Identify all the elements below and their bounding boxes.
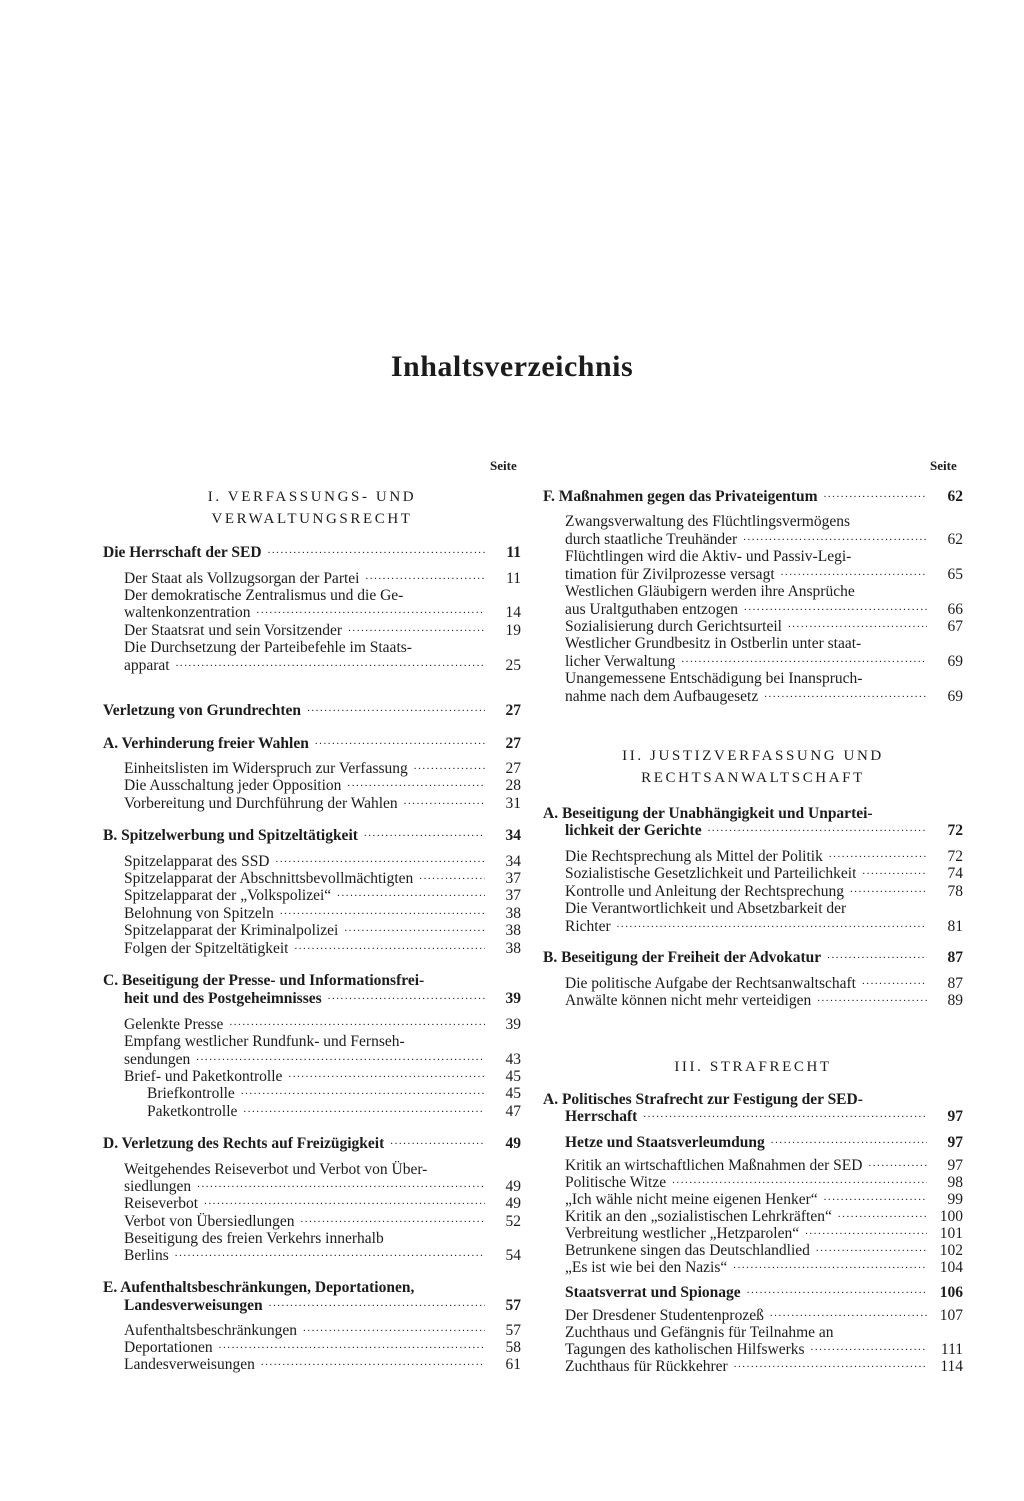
toc-entry[interactable]: A. Verhinderung freier Wahlen . . . 27 (103, 735, 521, 753)
section-heading: VERWALTUNGSRECHT (211, 511, 413, 527)
toc-entry-line: Zwangsverwaltung des Flüchtlingsvermögens (565, 513, 850, 530)
toc-entry-line: Weitgehendes Reiseverbot und Verbot von Über- (124, 1161, 428, 1178)
toc-entry[interactable]: Folgen der Spitzeltätigkeit . . . 38 (124, 940, 521, 958)
toc-entry[interactable]: Herrschaft . . . 97 (565, 1108, 963, 1126)
toc-entry[interactable]: Zuchthaus für Rückkehrer . . . 114 (565, 1358, 963, 1376)
toc-entry[interactable]: nahme nach dem Aufbaugesetz . . . 69 (565, 688, 963, 706)
toc-entry[interactable]: Der Dresdener Studentenprozeß . . . 107 (565, 1307, 963, 1325)
toc-entry[interactable]: Briefkontrolle . . . 45 (147, 1085, 521, 1103)
toc-entry[interactable]: „Es ist wie bei den Nazis“ . . . 104 (565, 1259, 963, 1277)
toc-entry[interactable]: Spitzelapparat des SSD . . . 34 (124, 853, 521, 871)
toc-entry[interactable]: Kritik an den „sozialistischen Lehrkräften“ . . . 100 (565, 1208, 963, 1226)
toc-entry-line: Beseitigung des freien Verkehrs innerhalb (124, 1230, 384, 1247)
toc-entry[interactable]: Anwälte können nicht mehr verteidigen . . . 89 (565, 992, 963, 1010)
toc-entry[interactable]: heit und des Postgeheimnisses . . . 39 (124, 990, 521, 1008)
toc-entry[interactable]: siedlungen . . . 49 (124, 1178, 521, 1196)
toc-entry[interactable]: Die politische Aufgabe der Rechtsanwaltschaft . . . 87 (565, 975, 963, 993)
toc-entry[interactable]: Verbreitung westlicher „Hetzparolen“ . . . 101 (565, 1225, 963, 1243)
toc-entry[interactable]: Gelenkte Presse . . . 39 (124, 1016, 521, 1034)
toc-entry[interactable]: Sozialistische Gesetzlichkeit und Parteilichkeit . . . 74 (565, 865, 963, 883)
page-column-label: Seite (930, 458, 957, 473)
toc-entry[interactable]: Landesverweisungen . . . 57 (124, 1297, 521, 1315)
toc-entry[interactable]: Der Staat als Vollzugsorgan der Partei . . . 11 (124, 570, 521, 588)
toc-entry[interactable]: licher Verwaltung . . . 69 (565, 653, 963, 671)
toc-entry-line: A. Beseitigung der Unabhängigkeit und Unpartei- (543, 805, 873, 822)
toc-entry[interactable]: waltenkonzentration . . . 14 (124, 604, 521, 622)
toc-entry-line: Westlichen Gläubigern werden ihre Ansprüche (565, 583, 855, 600)
toc-entry[interactable]: Paketkontrolle . . . 47 (147, 1103, 521, 1121)
section-heading: RECHTSANWALTSCHAFT (641, 770, 865, 786)
toc-entry[interactable]: Reiseverbot . . . 49 (124, 1195, 521, 1213)
toc-entry-line: Zuchthaus und Gefängnis für Teilnahme an (565, 1324, 834, 1341)
toc-entry[interactable]: B. Beseitigung der Freiheit der Advokatur . . . 87 (543, 949, 963, 967)
toc-entry[interactable]: Spitzelapparat der Abschnittsbevollmächtigten . . . 37 (124, 870, 521, 888)
toc-entry[interactable]: Hetze und Staatsverleumdung . . . 97 (565, 1134, 963, 1152)
toc-entry-line: Unangemessene Entschädigung bei Inanspruch- (565, 670, 863, 687)
toc-entry[interactable]: Landesverweisungen . . . 61 (124, 1356, 521, 1374)
toc-entry[interactable]: aus Uraltguthaben entzogen . . . 66 (565, 601, 963, 619)
toc-entry[interactable]: Sozialisierung durch Gerichtsurteil . . . 67 (565, 618, 963, 636)
toc-entry[interactable]: Kritik an wirtschaftlichen Maßnahmen der SED . . . 97 (565, 1157, 963, 1175)
toc-entry-line: A. Politisches Strafrecht zur Festigung der SED- (543, 1091, 863, 1108)
toc-left-column (103, 0, 521, 1501)
toc-entry[interactable]: „Ich wähle nicht meine eigenen Henker“ . . . 99 (565, 1191, 963, 1209)
toc-entry[interactable]: B. Spitzelwerbung und Spitzeltätigkeit . . . 34 (103, 827, 521, 845)
toc-entry[interactable]: Tagungen des katholischen Hilfswerks . . . 111 (565, 1341, 963, 1359)
toc-entry[interactable]: F. Maßnahmen gegen das Privateigentum . . . 62 (543, 488, 963, 506)
toc-entry[interactable]: Politische Witze . . . 98 (565, 1174, 963, 1192)
section-heading: I. VERFASSUNGS- UND (207, 489, 417, 505)
toc-entry[interactable]: sendungen . . . 43 (124, 1051, 521, 1069)
toc-entry[interactable]: timation für Zivilprozesse versagt . . . 65 (565, 566, 963, 584)
toc-entry-line: Die Verantwortlichkeit und Absetzbarkeit der (565, 900, 847, 917)
section-heading: II. JUSTIZVERFASSUNG UND (622, 748, 884, 764)
toc-entry[interactable]: Brief- und Paketkontrolle . . . 45 (124, 1068, 521, 1086)
toc-entry[interactable]: apparat . . . 25 (124, 657, 521, 675)
toc-entry[interactable]: Spitzelapparat der „Volkspolizei“ . . . 37 (124, 887, 521, 905)
toc-entry[interactable]: Betrunkene singen das Deutschlandlied . . . 102 (565, 1242, 963, 1260)
toc-right-column (543, 0, 963, 1501)
toc-entry[interactable]: Deportationen . . . 58 (124, 1339, 521, 1357)
toc-entry[interactable]: Spitzelapparat der Kriminalpolizei . . . 38 (124, 922, 521, 940)
toc-entry[interactable]: Einheitslisten im Widerspruch zur Verfassung . . . 27 (124, 760, 521, 778)
toc-entry[interactable]: Verbot von Übersiedlungen . . . 52 (124, 1213, 521, 1231)
toc-entry[interactable]: Staatsverrat und Spionage . . . 106 (565, 1284, 963, 1302)
toc-entry[interactable]: Aufenthaltsbeschränkungen . . . 57 (124, 1322, 521, 1340)
toc-entry-line: Flüchtlingen wird die Aktiv- und Passiv-Legi- (565, 548, 852, 565)
toc-entry[interactable]: Der Staatsrat und sein Vorsitzender . . . 19 (124, 622, 521, 640)
section-heading: III. STRAFRECHT (674, 1059, 832, 1075)
page-title: Inhaltsverzeichnis (390, 350, 634, 383)
toc-entry[interactable]: Die Ausschaltung jeder Opposition . . . 28 (124, 777, 521, 795)
toc-entry[interactable]: Die Herrschaft der SED . . . 11 (103, 544, 521, 562)
toc-entry-line: Westlicher Grundbesitz in Ostberlin unter staat- (565, 635, 862, 652)
toc-entry[interactable]: Berlins . . . 54 (124, 1247, 521, 1265)
toc-entry[interactable]: durch staatliche Treuhänder . . . 62 (565, 531, 963, 549)
toc-entry[interactable]: D. Verletzung des Rechts auf Freizügigkeit . . . 49 (103, 1135, 521, 1153)
toc-entry-line: Empfang westlicher Rundfunk- und Fernseh- (124, 1033, 405, 1050)
toc-entry[interactable]: Belohnung von Spitzeln . . . 38 (124, 905, 521, 923)
toc-entry-line: E. Aufenthaltsbeschränkungen, Deportationen, (103, 1279, 415, 1296)
toc-entry-line: Die Durchsetzung der Parteibefehle im Staats- (124, 639, 412, 656)
toc-entry-line: Der demokratische Zentralismus und die Ge- (124, 587, 404, 604)
page-column-label: Seite (490, 458, 517, 473)
toc-entry[interactable]: Verletzung von Grundrechten . . . 27 (103, 702, 521, 720)
toc-entry[interactable]: Richter . . . 81 (565, 918, 963, 936)
toc-entry[interactable]: Vorbereitung und Durchführung der Wahlen . . . 31 (124, 795, 521, 813)
toc-entry[interactable]: lichkeit der Gerichte . . . 72 (565, 822, 963, 840)
toc-entry-line: C. Beseitigung der Presse- und Informationsfrei- (103, 972, 425, 989)
toc-entry[interactable]: Die Rechtsprechung als Mittel der Politik . . . 72 (565, 848, 963, 866)
toc-entry[interactable]: Kontrolle und Anleitung der Rechtsprechung . . . 78 (565, 883, 963, 901)
